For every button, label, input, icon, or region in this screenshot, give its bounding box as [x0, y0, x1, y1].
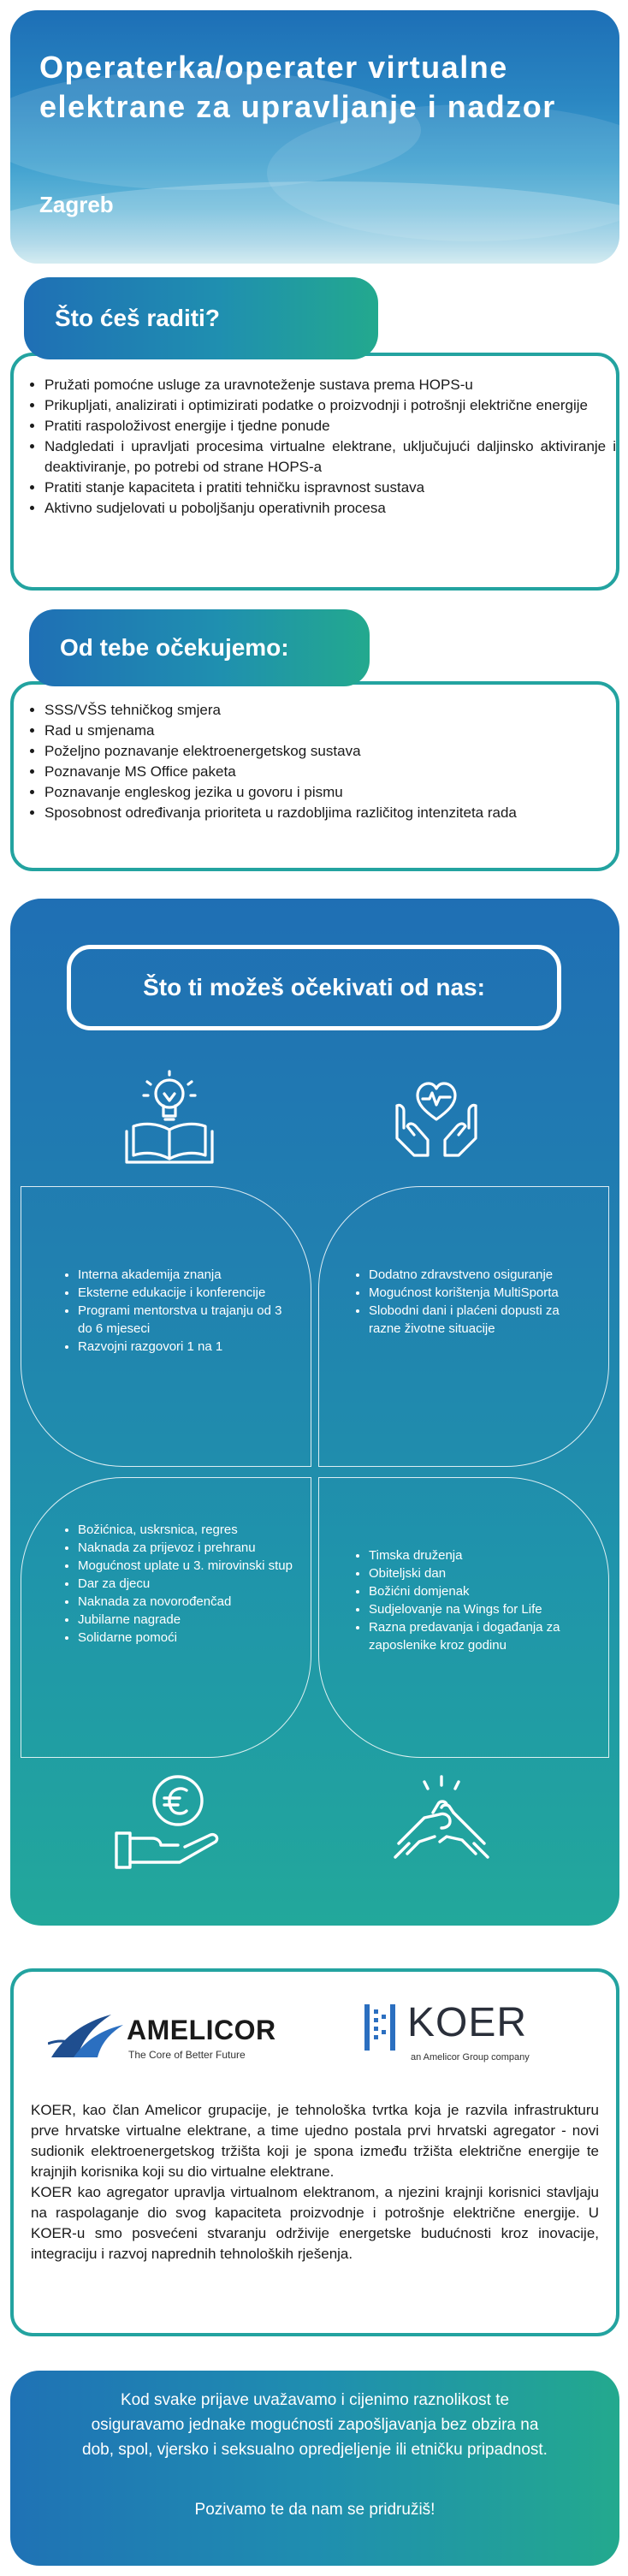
tasks-list [14, 375, 616, 519]
heart-hands-icon [385, 1066, 488, 1169]
list-item: • Božićni domjenak [369, 1582, 600, 1600]
amelicor-name: AMELICOR [127, 2015, 276, 2045]
job-title: Operaterka/operater virtualne elektrane za upravljanje i nadzor [39, 50, 556, 124]
company-paragraph-1: KOER, kao član Amelicor grupacije, je tehnološka tvrtka koja je razvila infrastrukturu prve hrvatske virtualne elektrane, a time ujedno postala prvi hrvatski agregator - novi sudionik elektroenergetskog tržišta koji je spona između tržišta električne energije te krajnjih korisnika koji su dio virtualne elektrane. [31, 2102, 599, 2180]
koer-name: KOER [407, 2000, 528, 2045]
list-item: • Božićnica, uskrsnica, regres [78, 1521, 300, 1539]
requirements-list-box [10, 681, 619, 871]
footer-banner [10, 2371, 619, 2566]
list-item: • Slobodni dani i plaćeni dopusti za razne životne situacije [369, 1302, 591, 1338]
company-paragraph-2: KOER kao agregator upravlja virtualnom elektranom, a njezini krajnji korisnici stavljaju na raspolaganje dio svog kapaciteta proizvodnje i potrošnje električne energije. U KOER-u smo posvećeni stvaranju održivije energetske budućnosti kroz inovacije, integraciju i razvoj naprednih tehnoloških rješenja. [31, 2184, 599, 2262]
list-item: • Programi mentorstva u trajanju od 3 do 6 mjeseci [78, 1302, 292, 1338]
list-item: • Naknada za prijevoz i prehranu [78, 1539, 300, 1557]
benefit-card-financial [21, 1477, 311, 1758]
euro-hand-icon [108, 1772, 228, 1874]
benefit-card-education [21, 1186, 311, 1467]
list-item: • Razna predavanja i događanja za zaposlenike kroz godinu [369, 1618, 600, 1654]
list-item: • Razvojni razgovori 1 na 1 [78, 1338, 292, 1356]
list-item: • Timska druženja [369, 1546, 600, 1564]
tasks-heading: Što ćeš raditi? [24, 277, 378, 359]
diversity-statement: Kod svake prijave uvažavamo i cijenimo raznolikost te osiguravamo jednake mogućnosti zapošljavanja bez obzira na dob, spol, vjersko i seksualno opredjeljenje ili etničku pripadnost. [82, 2391, 548, 2459]
list-item: • Eksterne edukacije i konferencije [78, 1284, 292, 1302]
amelicor-logo-mark-icon [48, 2009, 127, 2061]
list-item: • Dar za djecu [78, 1575, 300, 1593]
list-item: • Poznavanje engleskog jezika u govoru i pismu [44, 782, 616, 803]
benefit-card-health [318, 1186, 609, 1467]
list-item: • Mogućnost uplate u 3. mirovinski stup [78, 1557, 300, 1575]
koer-tagline: an Amelicor Group company [411, 2052, 530, 2063]
join-invite: Pozivamo te da nam se pridružiš! [194, 2501, 435, 2519]
list-item: • Pratiti stanje kapaciteta i pratiti tehničku ispravnost sustava [44, 478, 616, 498]
koer-logo-mark-icon [364, 2004, 399, 2051]
list-item: • Rad u smjenama [44, 721, 616, 741]
list-item: • Mogućnost korištenja MultiSporta [369, 1284, 591, 1302]
lightbulb-book-icon [118, 1066, 221, 1169]
list-item: • Pratiti raspoloživost energije i tjedne ponude [44, 416, 616, 436]
company-description-box [10, 1968, 619, 2336]
requirements-list [14, 700, 616, 823]
list-item: • Obiteljski dan [369, 1564, 600, 1582]
list-item: • SSS/VŠS tehničkog smjera [44, 700, 616, 721]
list-item: • Solidarne pomoći [78, 1629, 300, 1647]
list-item: • Dodatno zdravstveno osiguranje [369, 1266, 591, 1284]
list-item: • Aktivno sudjelovati u poboljšanju operativnih procesa [44, 498, 616, 519]
list-item: • Prikupljati, analizirati i optimizirati podatke o proizvodnji i potrošnji električne energije [44, 395, 616, 416]
company-text [31, 2100, 599, 2264]
list-item: • Interna akademija znanja [78, 1266, 292, 1284]
header-banner [10, 10, 619, 264]
requirements-heading: Od tebe očekujemo: [29, 609, 370, 686]
list-item: • Jubilarne nagrade [78, 1611, 300, 1629]
list-item: • Nadgledati i upravljati procesima virtualne elektrane, uključujući daljinsko aktiviranje i deaktiviranje, po potrebi od strane HOPS-a [44, 436, 616, 478]
benefit-card-team [318, 1477, 609, 1758]
education-list [59, 1266, 292, 1356]
benefits-heading: Što ti možeš očekivati od nas: [67, 945, 561, 1030]
list-item: • Poželjno poznavanje elektroenergetskog sustava [44, 741, 616, 762]
health-list [350, 1266, 591, 1338]
koer-logo [364, 1997, 570, 2074]
job-location: Zagreb [39, 192, 114, 217]
list-item: • Sposobnost određivanja prioriteta u razdobljima različitog intenziteta rada [44, 803, 616, 823]
tasks-list-box [10, 353, 619, 591]
list-item: • Naknada za novorođenčad [78, 1593, 300, 1611]
list-item: • Sudjelovanje na Wings for Life [369, 1600, 600, 1618]
team-list [350, 1546, 600, 1654]
list-item: • Poznavanje MS Office paketa [44, 762, 616, 782]
amelicor-logo [48, 2003, 305, 2071]
handshake-icon [390, 1772, 493, 1874]
financial-list [59, 1521, 300, 1647]
list-item: • Pružati pomoćne usluge za uravnoteženje sustava prema HOPS-u [44, 375, 616, 395]
amelicor-tagline: The Core of Better Future [128, 2049, 246, 2061]
